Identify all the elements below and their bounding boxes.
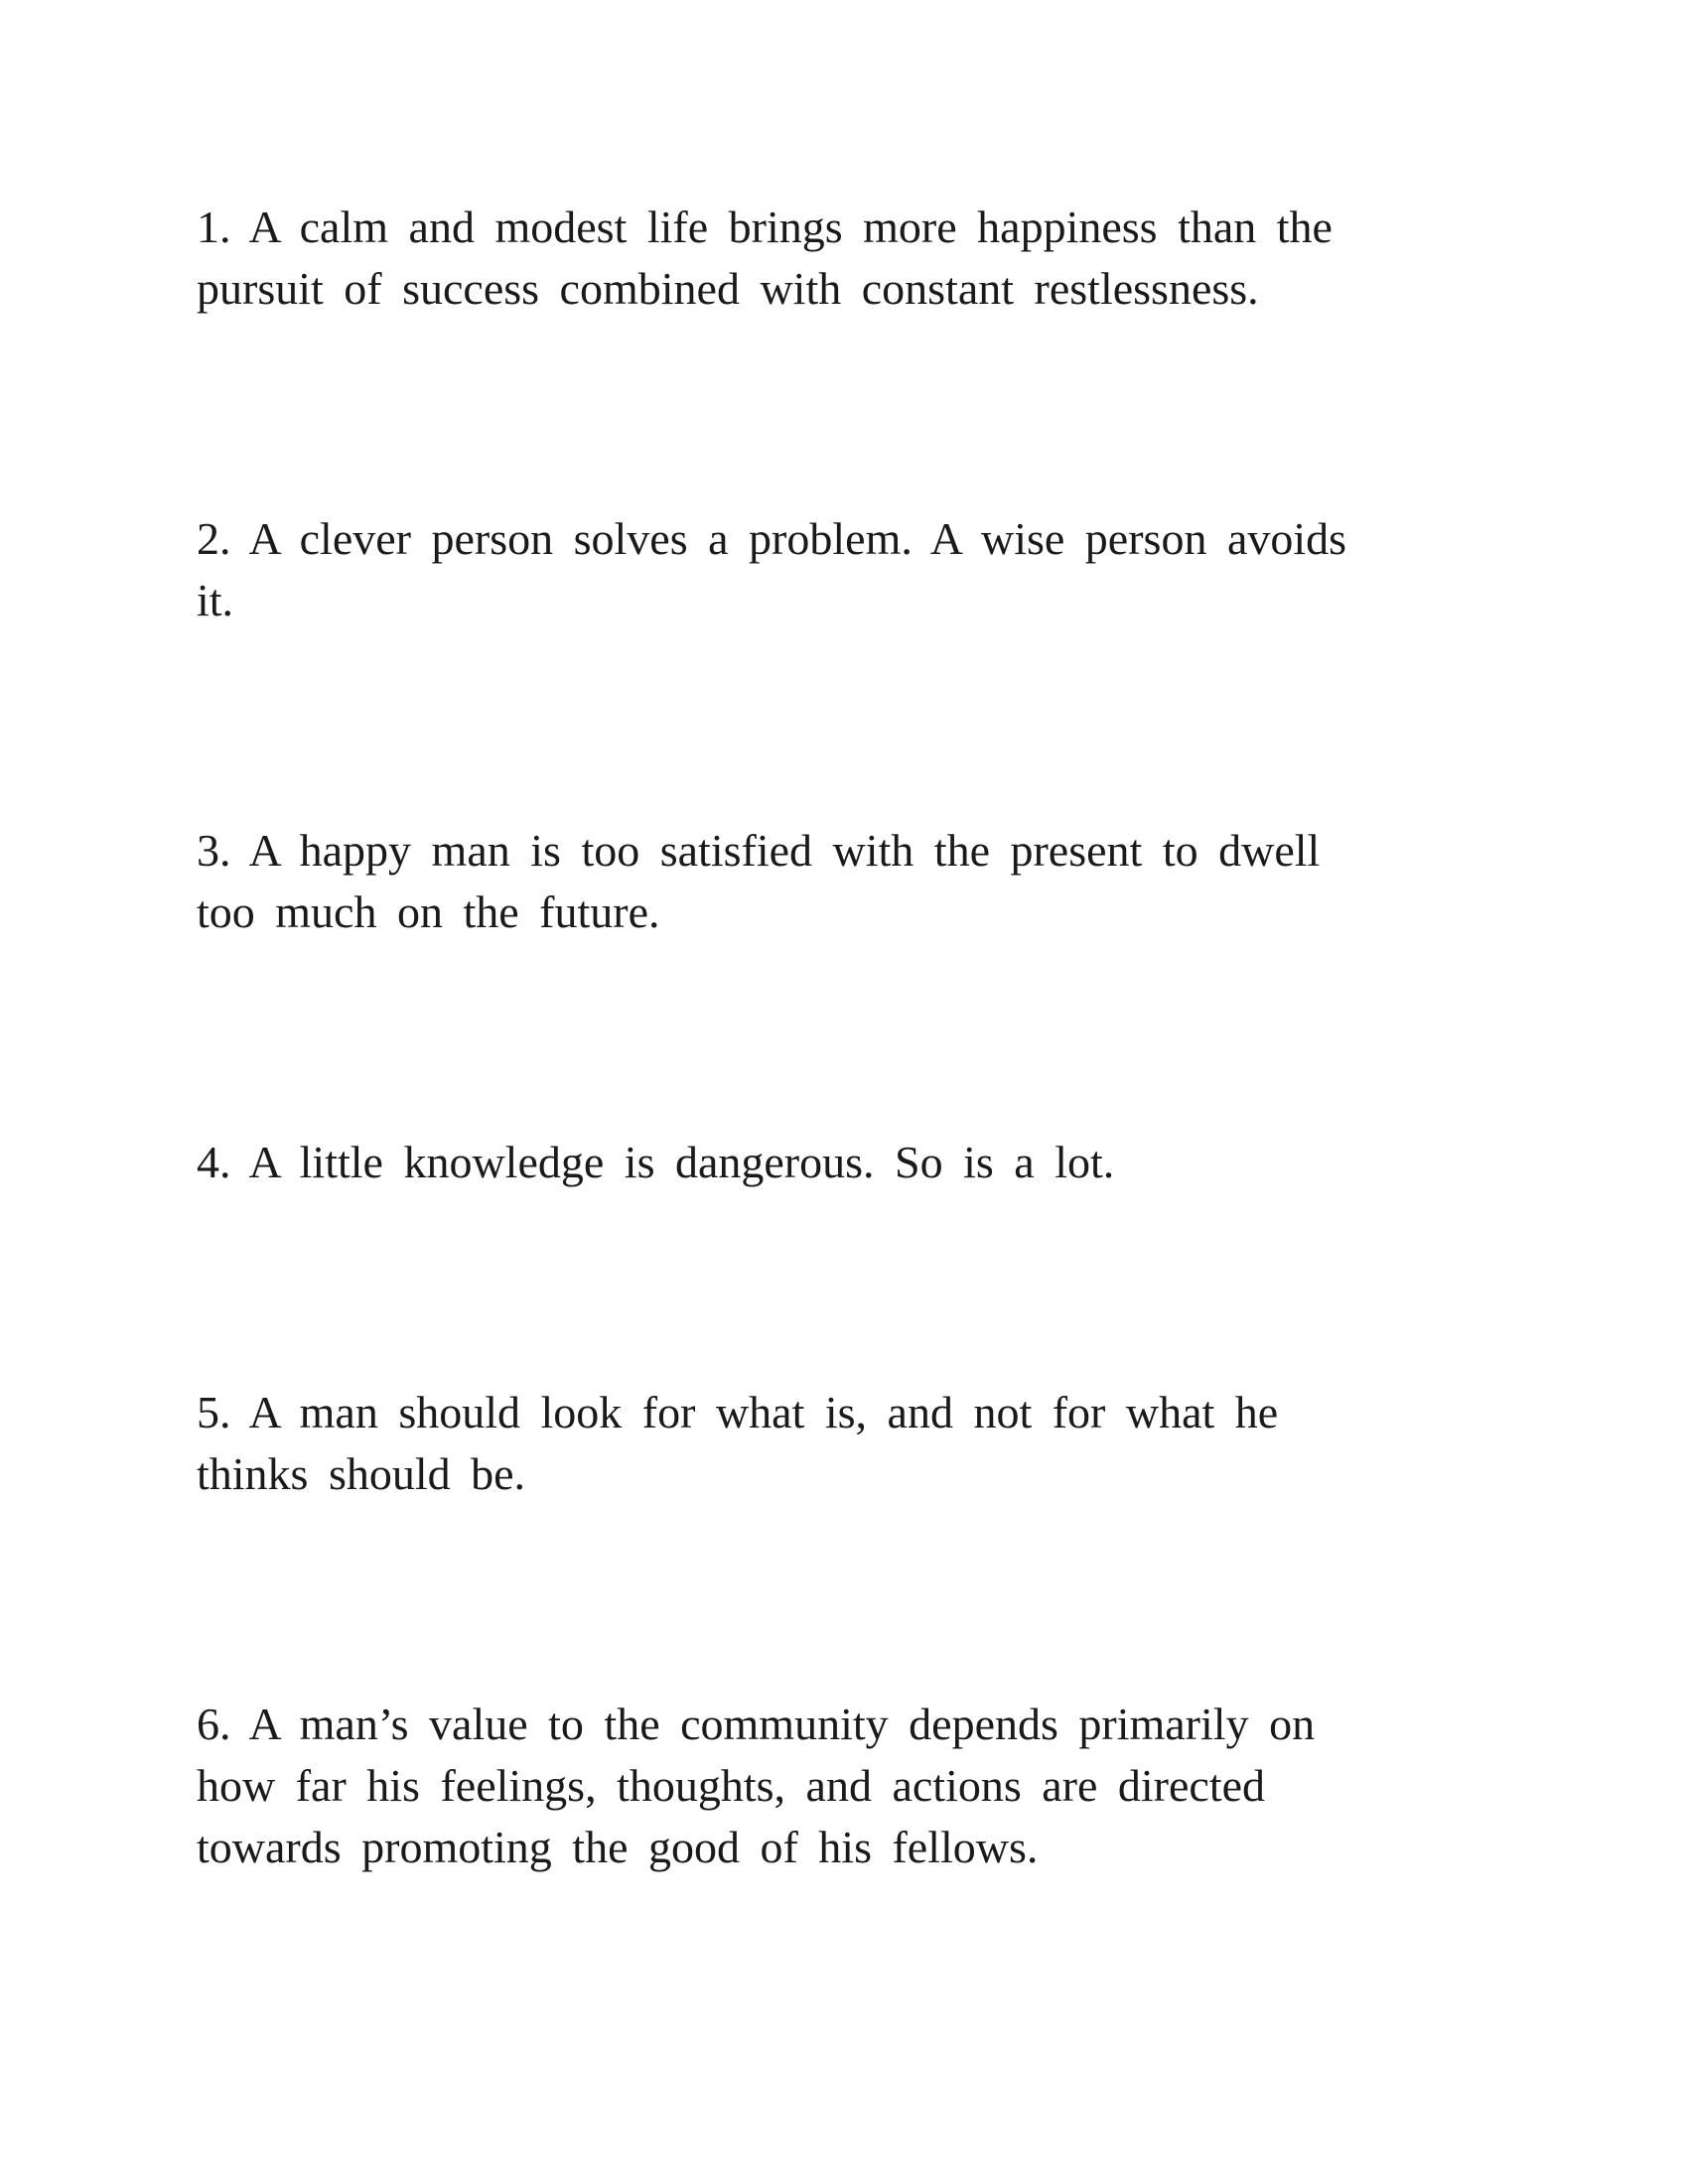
- quote-line: towards promoting the good of his fellows.: [197, 1822, 1039, 1872]
- quote-line: 2. A clever person solves a problem. A wise person avoids: [197, 513, 1347, 564]
- quote-line: it.: [197, 575, 234, 625]
- quote-line: too much on the future.: [197, 887, 660, 937]
- quote-line: pursuit of success combined with constant restlessness.: [197, 263, 1259, 314]
- quote-line: thinks should be.: [197, 1448, 526, 1499]
- quote-6: [197, 1694, 1487, 1878]
- quote-line: how far his feelings, thoughts, and actions are directed: [197, 1760, 1266, 1811]
- quote-line: 5. A man should look for what is, and not for what he: [197, 1387, 1279, 1437]
- quote-2: [197, 508, 1487, 631]
- quote-4: [197, 1132, 1487, 1193]
- quote-line: 3. A happy man is too satisfied with the present to dwell: [197, 825, 1321, 876]
- quote-line: 6. A man’s value to the community depends primarily on: [197, 1699, 1316, 1749]
- quote-line: 4. A little knowledge is dangerous. So is a lot.: [197, 1137, 1115, 1187]
- quote-1: [197, 197, 1487, 320]
- quote-3: [197, 820, 1487, 943]
- quote-line: 1. A calm and modest life brings more happiness than the: [197, 202, 1333, 252]
- quote-5: [197, 1382, 1487, 1505]
